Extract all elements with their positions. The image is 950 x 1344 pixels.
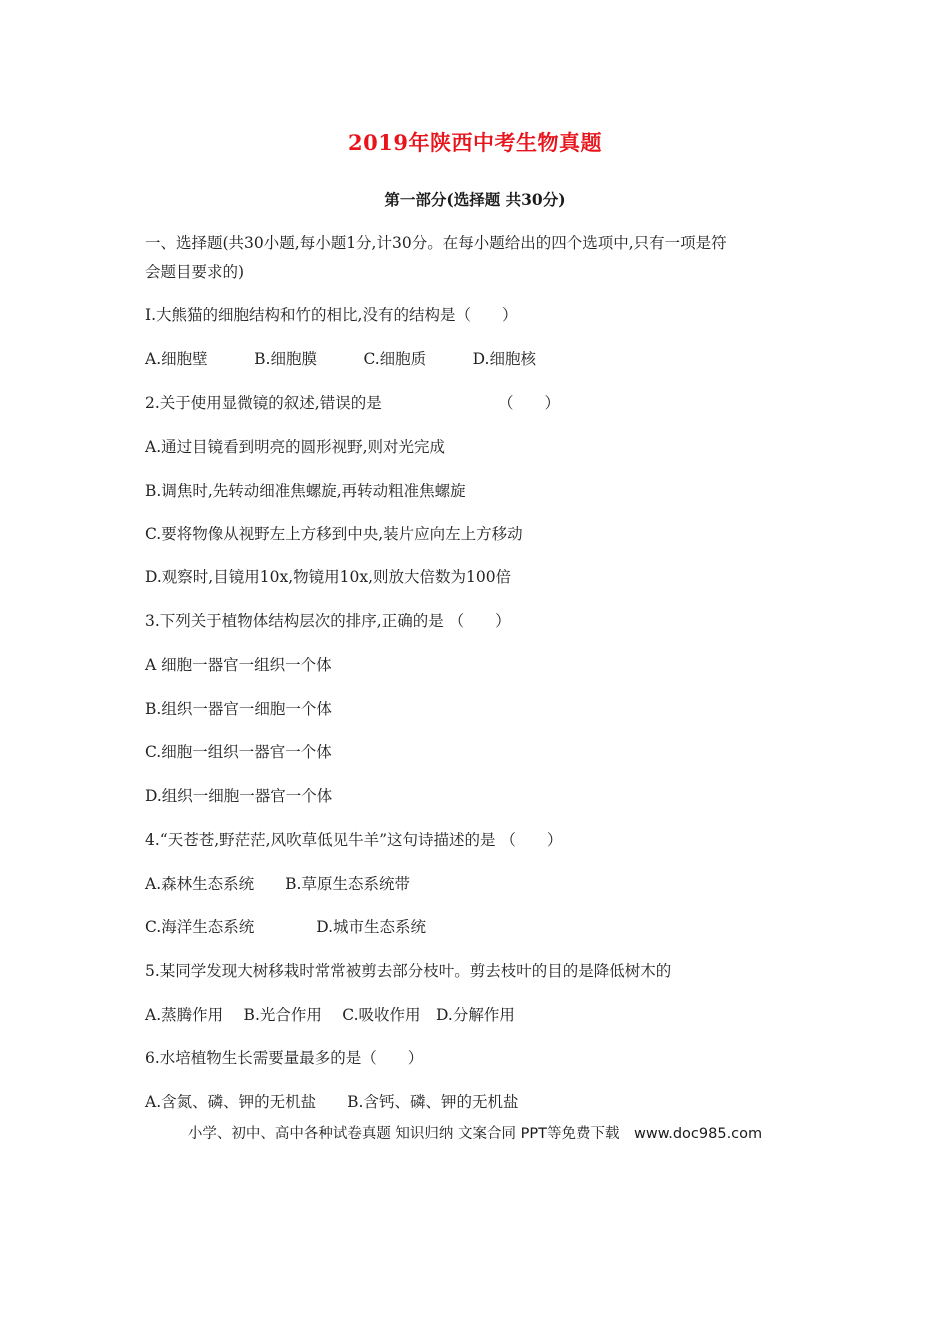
download-footer: 小学、初中、高中各种试卷真题 知识归纳 文案合同 PPT等免费下载 www.doc985.com — [187, 1126, 763, 1142]
question-4-stem: 4.“天苍苍,野茫茫,风吹草低见牛羊”这句诗描述的是 （ ） — [145, 831, 563, 849]
question-4-options-row-2: C.海洋生态系统 D.城市生态系统 — [145, 918, 427, 936]
question-1-options: A.细胞壁 B.细胞膜 C.细胞质 D.细胞核 — [145, 350, 536, 368]
question-2-option-d: D.观察时,目镜用10x,物镜用10x,则放大倍数为100倍 — [145, 568, 512, 586]
question-2-option-c: C.要将物像从视野左上方移到中央,装片应向左上方移动 — [145, 525, 523, 543]
question-6-options: A.含氮、磷、钾的无机盐 B.含钙、磷、钾的无机盐 — [145, 1093, 519, 1111]
section-heading: 第一部分(选择题 共30分) — [384, 190, 566, 209]
instructions-line-1: 一、选择题(共30小题,每小题1分,计30分。在每小题给出的四个选项中,只有一项是符 — [145, 234, 727, 252]
document-title: 2019年陕西中考生物真题 — [348, 130, 602, 155]
question-2-option-b: B.调焦时,先转动细准焦螺旋,再转动粗准焦螺旋 — [145, 482, 466, 500]
instructions-line-2: 会题目要求的) — [145, 263, 245, 281]
question-5-stem: 5.某同学发现大树移栽时常常被剪去部分枝叶。剪去枝叶的目的是降低树木的 — [145, 962, 672, 980]
question-6-stem: 6.水培植物生长需要量最多的是（ ） — [145, 1049, 424, 1067]
question-3-option-a: A 细胞一器官一组织一个体 — [145, 656, 332, 674]
question-3-option-d: D.组织一细胞一器官一个体 — [145, 787, 333, 805]
question-1-stem: I.大熊猫的细胞结构和竹的相比,没有的结构是（ ） — [145, 306, 518, 324]
question-5-options: A.蒸腾作用 B.光合作用 C.吸收作用 D.分解作用 — [145, 1006, 515, 1024]
question-4-options-row-1: A.森林生态系统 B.草原生态系统带 — [145, 875, 410, 893]
question-2-option-a: A.通过目镜看到明亮的圆形视野,则对光完成 — [145, 438, 446, 456]
question-3-option-b: B.组织一器官一细胞一个体 — [145, 700, 332, 718]
question-2-stem: 2.关于使用显微镜的叙述,错误的是 （ ） — [145, 394, 560, 412]
question-3-stem: 3.下列关于植物体结构层次的排序,正确的是 （ ） — [145, 612, 511, 630]
question-3-option-c: C.细胞一组织一器官一个体 — [145, 743, 332, 761]
